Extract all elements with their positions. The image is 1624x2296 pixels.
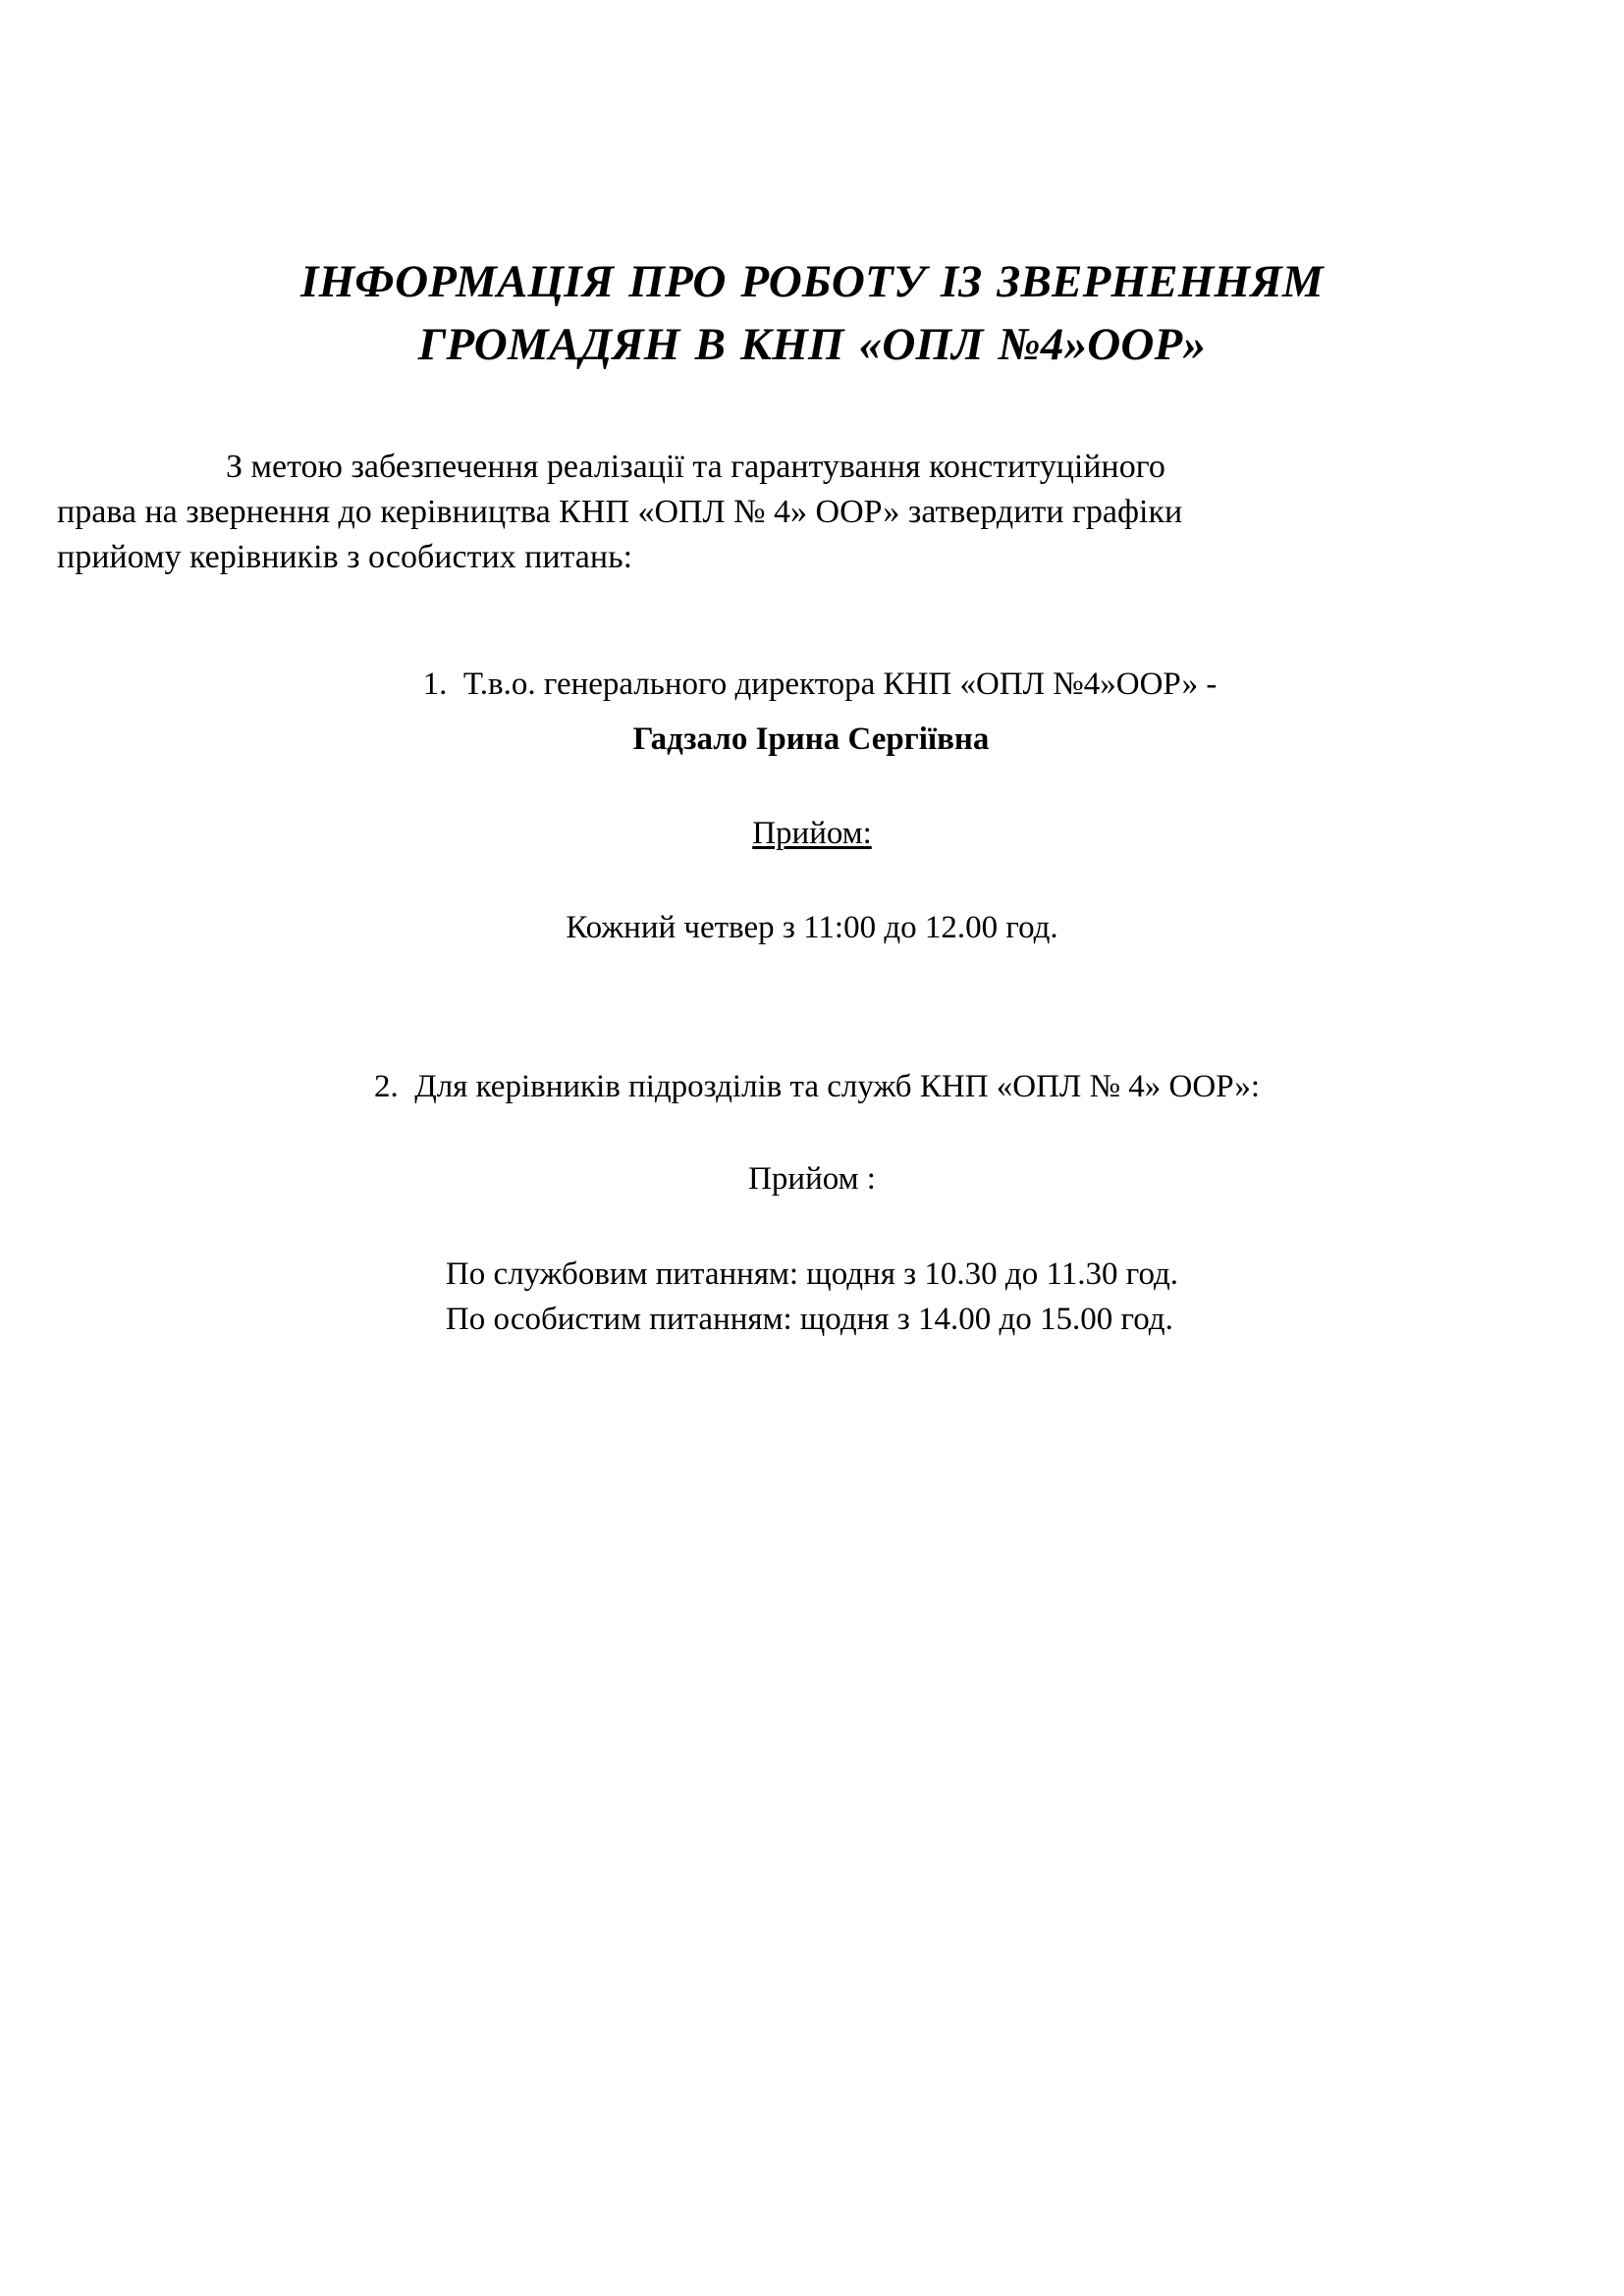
item-1-heading (0, 663, 1624, 706)
item-2-heading-text: Для керівників підрозділів та служб КНП «ОПЛ № 4» ООР»: (414, 1069, 1261, 1104)
intro-line-3: прийому керівників з особистих питань: (57, 539, 633, 575)
item-2-heading (0, 1065, 1624, 1108)
list-item-2 (0, 949, 1624, 1342)
item-1-schedule: Кожний четвер з 11:00 до 12.00 год. (566, 910, 1058, 945)
item-1-number: 1. (422, 667, 448, 702)
item-2-number: 2. (373, 1069, 399, 1104)
page-title-line-1: ІНФОРМАЦІЯ ПРО РОБОТУ ІЗ ЗВЕРНЕННЯМ (300, 256, 1324, 307)
list-item-1 (0, 580, 1624, 949)
item-2-schedule-group (0, 1201, 1624, 1342)
intro-line-1: З метою забезпечення реалізації та гарантування конституційного (226, 449, 1165, 485)
page-title (0, 0, 1624, 376)
item-1-reception-label-text: Прийом: (752, 816, 872, 851)
intro-line-2: права на звернення до керівництва КНП «ОПЛ № 4» ООР» затвердити графіки (57, 494, 1183, 530)
item-1-person-name: Гадзало Ірина Сергіївна (632, 721, 990, 757)
item-2-schedule-line-2: По особистим питанням: щодня з 14.00 до 15.00 год. (445, 1302, 1173, 1337)
item-1-reception-label (0, 761, 1624, 855)
intro-paragraph (0, 376, 1624, 580)
item-2-schedule-list (446, 1252, 1178, 1342)
item-2-reception-label: Прийом : (748, 1161, 876, 1197)
item-1-heading-text: Т.в.о. генерального директора КНП «ОПЛ №4»ООР» - (462, 667, 1218, 702)
page-title-line-2: ГРОМАДЯН В КНП «ОПЛ №4»ООР» (417, 319, 1207, 370)
item-2-schedule-line-1: По службовим питанням: щодня з 10.30 до 11.30 год. (445, 1256, 1179, 1292)
